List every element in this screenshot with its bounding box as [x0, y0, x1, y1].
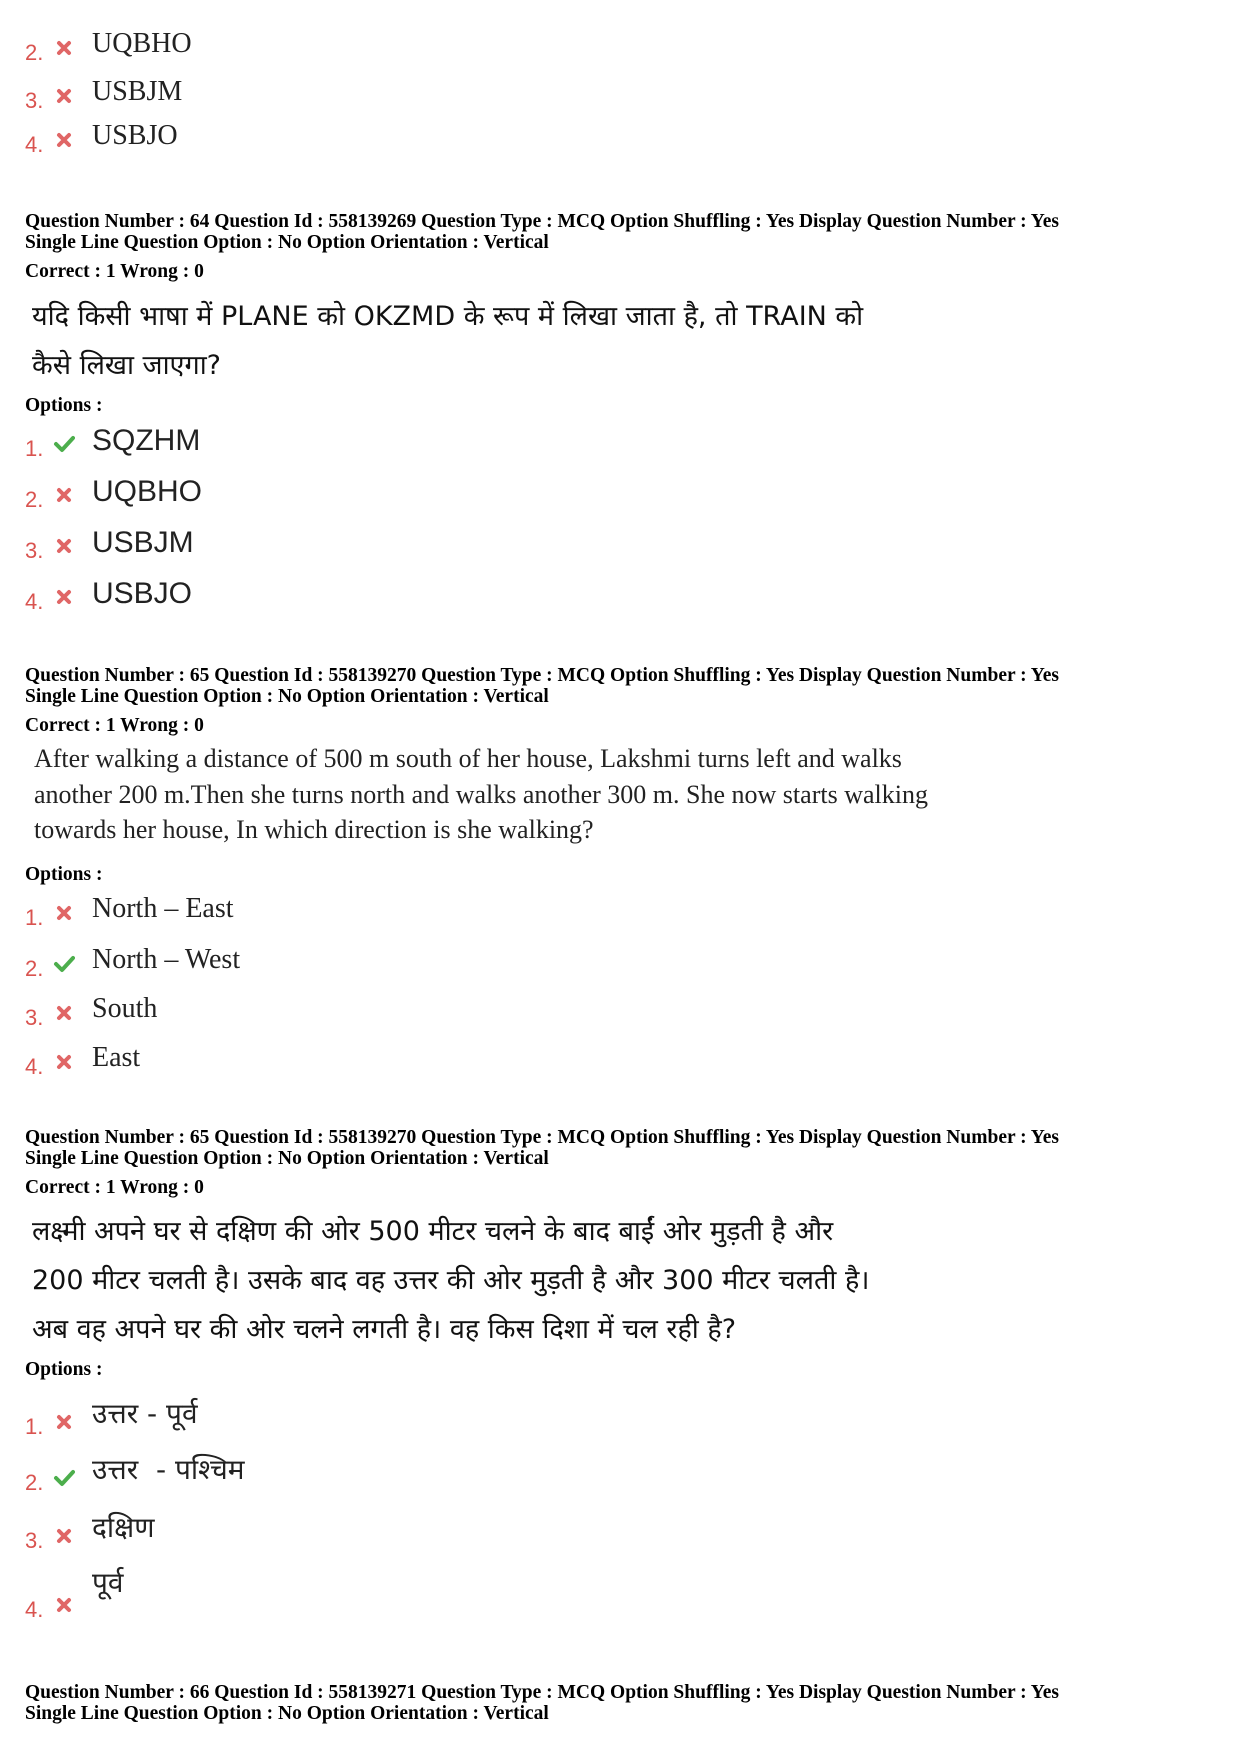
question-text-line2: कैसे लिखा जाएगा?: [32, 350, 222, 381]
option-text: UQBHO: [92, 475, 203, 508]
option-number: 4.: [25, 589, 44, 614]
question-score: Correct : 1 Wrong : 0: [25, 715, 204, 736]
option-text: पूर्व: [92, 1566, 124, 1599]
cross-icon: [53, 130, 75, 150]
question-text-line2: 200 मीटर चलती है। उसके बाद वह उत्तर की ओर मुड़ती है और 300 मीटर चलती है।: [32, 1265, 870, 1296]
question-meta-line2: Single Line Question Option : No Option Orientation : Vertical: [25, 1703, 549, 1724]
option-number: 4.: [25, 1597, 44, 1622]
option-text: East: [92, 1042, 141, 1073]
option-number: 1.: [25, 436, 44, 461]
check-icon: [53, 434, 75, 454]
question-meta-line2: Single Line Question Option : No Option Orientation : Vertical: [25, 686, 549, 707]
option-text: USBJO: [92, 577, 193, 610]
option-text: दक्षिण: [92, 1511, 155, 1544]
option-text: SQZHM: [92, 424, 201, 457]
cross-icon: [53, 38, 75, 58]
option-text: उत्तर - पश्चिम: [92, 1453, 245, 1486]
options-label: Options :: [25, 395, 103, 416]
question-meta-line1: Question Number : 66 Question Id : 558139271 Question Type : MCQ Option Shuffling : Yes Display Question Number : Yes: [25, 1682, 1059, 1703]
cross-icon: [53, 1052, 75, 1072]
cross-icon: [53, 1526, 75, 1546]
option-number: 3.: [25, 1528, 44, 1553]
option-number: 4.: [25, 132, 44, 157]
question-text-line1: After walking a distance of 500 m south of her house, Lakshmi turns left and walks: [34, 744, 902, 773]
option-text: South: [92, 993, 158, 1024]
cross-icon: [53, 587, 75, 607]
question-score: Correct : 1 Wrong : 0: [25, 1177, 204, 1198]
option-text: USBJM: [92, 526, 194, 559]
cross-icon: [53, 536, 75, 556]
option-number: 3.: [25, 88, 44, 113]
option-number: 4.: [25, 1054, 44, 1079]
cross-icon: [53, 86, 75, 106]
question-text-line1: यदि किसी भाषा में PLANE को OKZMD के रूप में लिखा जाता है, तो TRAIN को: [32, 301, 864, 332]
question-text-line1: लक्ष्मी अपने घर से दक्षिण की ओर 500 मीटर चलने के बाद बाईं ओर मुड़ती है और: [32, 1216, 834, 1247]
option-number: 2.: [25, 487, 44, 512]
option-text: North – East: [92, 893, 234, 924]
option-number: 3.: [25, 538, 44, 563]
question-meta-line1: Question Number : 65 Question Id : 558139270 Question Type : MCQ Option Shuffling : Yes Display Question Number : Yes: [25, 1127, 1059, 1148]
question-meta-line2: Single Line Question Option : No Option Orientation : Vertical: [25, 232, 549, 253]
question-meta-line1: Question Number : 65 Question Id : 558139270 Question Type : MCQ Option Shuffling : Yes Display Question Number : Yes: [25, 665, 1059, 686]
option-number: 2.: [25, 956, 44, 981]
check-icon: [53, 1468, 75, 1488]
question-score: Correct : 1 Wrong : 0: [25, 261, 204, 282]
option-text: UQBHO: [92, 28, 192, 59]
cross-icon: [53, 903, 75, 923]
option-number: 3.: [25, 1005, 44, 1030]
question-text-line3: towards her house, In which direction is she walking?: [34, 815, 594, 844]
cross-icon: [53, 1003, 75, 1023]
check-icon: [53, 954, 75, 974]
cross-icon: [53, 1412, 75, 1432]
option-text: उत्तर - पूर्व: [92, 1397, 198, 1430]
cross-icon: [53, 485, 75, 505]
cross-icon: [53, 1595, 75, 1615]
option-number: 2.: [25, 1470, 44, 1495]
option-number: 2.: [25, 40, 44, 65]
option-text: USBJM: [92, 76, 183, 107]
question-text-line3: अब वह अपने घर की ओर चलने लगती है। वह किस दिशा में चल रही है?: [32, 1314, 737, 1345]
option-text: North – West: [92, 944, 241, 975]
question-meta-line2: Single Line Question Option : No Option Orientation : Vertical: [25, 1148, 549, 1169]
option-number: 1.: [25, 1414, 44, 1439]
question-text-line2: another 200 m.Then she turns north and walks another 300 m. She now starts walking: [34, 780, 928, 809]
options-label: Options :: [25, 864, 103, 885]
options-label: Options :: [25, 1359, 103, 1380]
question-meta-line1: Question Number : 64 Question Id : 558139269 Question Type : MCQ Option Shuffling : Yes Display Question Number : Yes: [25, 211, 1059, 232]
option-number: 1.: [25, 905, 44, 930]
option-text: USBJO: [92, 120, 178, 151]
